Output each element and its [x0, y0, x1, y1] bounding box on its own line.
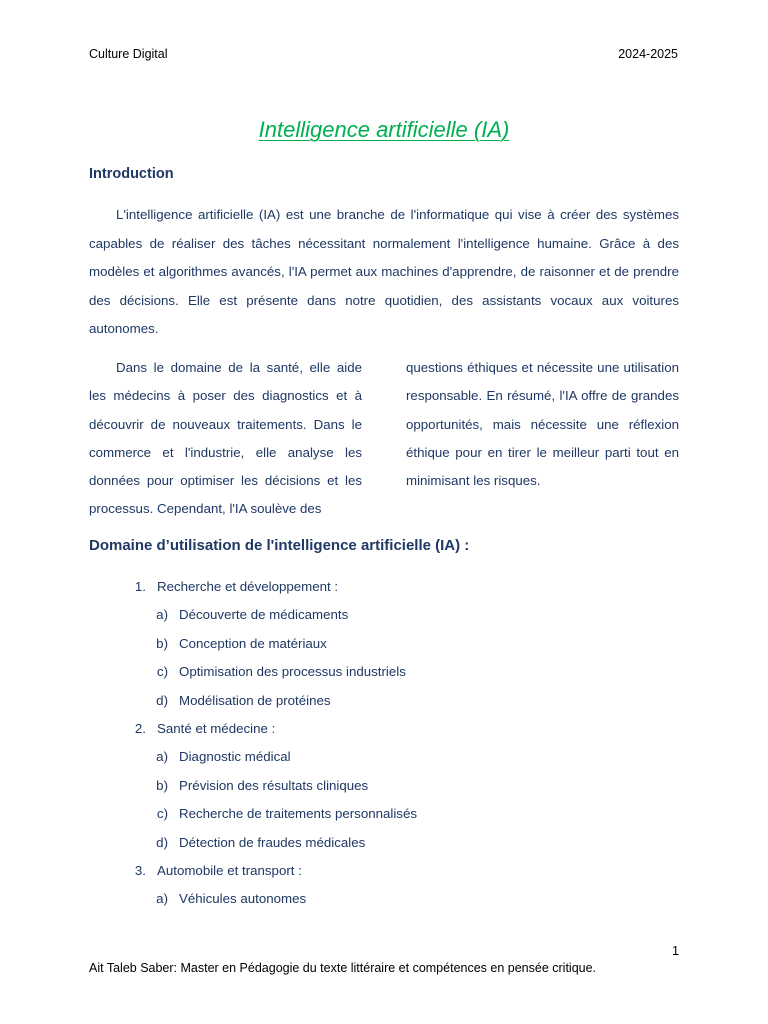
- sub-list-item: [0, 829, 768, 857]
- list-item-text: Automobile et transport :: [157, 862, 302, 878]
- domain-list: [0, 573, 768, 914]
- list-item-text: Prévision des résultats cliniques: [179, 777, 369, 793]
- list-item-text: Conception de matériaux: [179, 635, 327, 651]
- list-item-text: Modélisation de protéines: [179, 692, 331, 708]
- sub-list-item: [0, 601, 768, 629]
- list-marker: b): [156, 777, 168, 793]
- list-marker: b): [156, 635, 168, 651]
- list-item-text: Optimisation des processus industriels: [179, 664, 406, 680]
- list-item: [0, 715, 768, 743]
- list-item-text: Découverte de médicaments: [179, 607, 349, 623]
- list-item-text: Santé et médecine :: [157, 720, 276, 736]
- list-marker: c): [156, 806, 168, 822]
- list-item: [0, 857, 768, 885]
- list-item-text: Recherche et développement :: [157, 579, 339, 594]
- sub-list-item: [0, 800, 768, 828]
- sub-list-item: [0, 630, 768, 658]
- sub-list-item: [0, 885, 768, 913]
- list-marker: d): [156, 834, 168, 850]
- sub-list-item: [0, 772, 768, 800]
- list-marker: c): [156, 664, 168, 680]
- list-marker: 2.: [134, 720, 146, 736]
- introduction-paragraph: L'intelligence artificielle (IA) est une branche de l'informatique qui vise à créer des systèmes capables de réaliser des tâches nécessitant normalement l'intelligence humaine. Grâce à des modèles et algorithmes avancés, l'IA permet aux machines d'apprendre, de raisonner et de prendre des décisions. Elle est présente dans notre quotidien, des assistants vocaux aux voitures autonomes.: [89, 207, 679, 336]
- list-marker: a): [156, 749, 168, 765]
- list-item-text: Diagnostic médical: [179, 749, 291, 765]
- left-column-paragraph: Dans le domaine de la santé, elle aide les médecins à poser des diagnostics et à découvrir de nouveaux traitements. Dans le commerce et l'industrie, elle analyse les données pour optimiser les décisions et les processus. Cependant, l'IA soulève des: [89, 360, 362, 517]
- sub-list-item: [0, 687, 768, 715]
- list-item: [0, 573, 768, 601]
- header-left-text: Culture Digital: [89, 47, 168, 61]
- introduction-heading: Introduction: [89, 166, 174, 182]
- sub-list-item: [0, 658, 768, 686]
- right-column-paragraph: questions éthiques et nécessite une utilisation responsable. En résumé, l'IA offre de grandes opportunités, mais nécessite une réflexion éthique pour en tirer le meilleur parti tout en minimisant les risques.: [406, 360, 679, 489]
- header-right-text: 2024-2025: [618, 47, 678, 61]
- list-marker: 1.: [134, 579, 146, 594]
- list-marker: a): [156, 607, 168, 623]
- list-item-text: Recherche de traitements personnalisés: [179, 806, 417, 822]
- list-marker: a): [156, 891, 168, 907]
- list-item-text: Véhicules autonomes: [179, 891, 307, 907]
- list-marker: d): [156, 692, 168, 708]
- sub-list-item: [0, 743, 768, 771]
- domain-heading: Domaine d’utilisation de l'intelligence artificielle (IA) :: [89, 537, 470, 554]
- footer-text: Ait Taleb Saber: Master en Pédagogie du texte littéraire et compétences en pensée critique.: [89, 961, 597, 975]
- list-marker: 3.: [134, 862, 146, 878]
- page-number: 1: [672, 944, 679, 958]
- list-item-text: Détection de fraudes médicales: [179, 834, 366, 850]
- document-title: Intelligence artificielle (IA): [258, 117, 510, 142]
